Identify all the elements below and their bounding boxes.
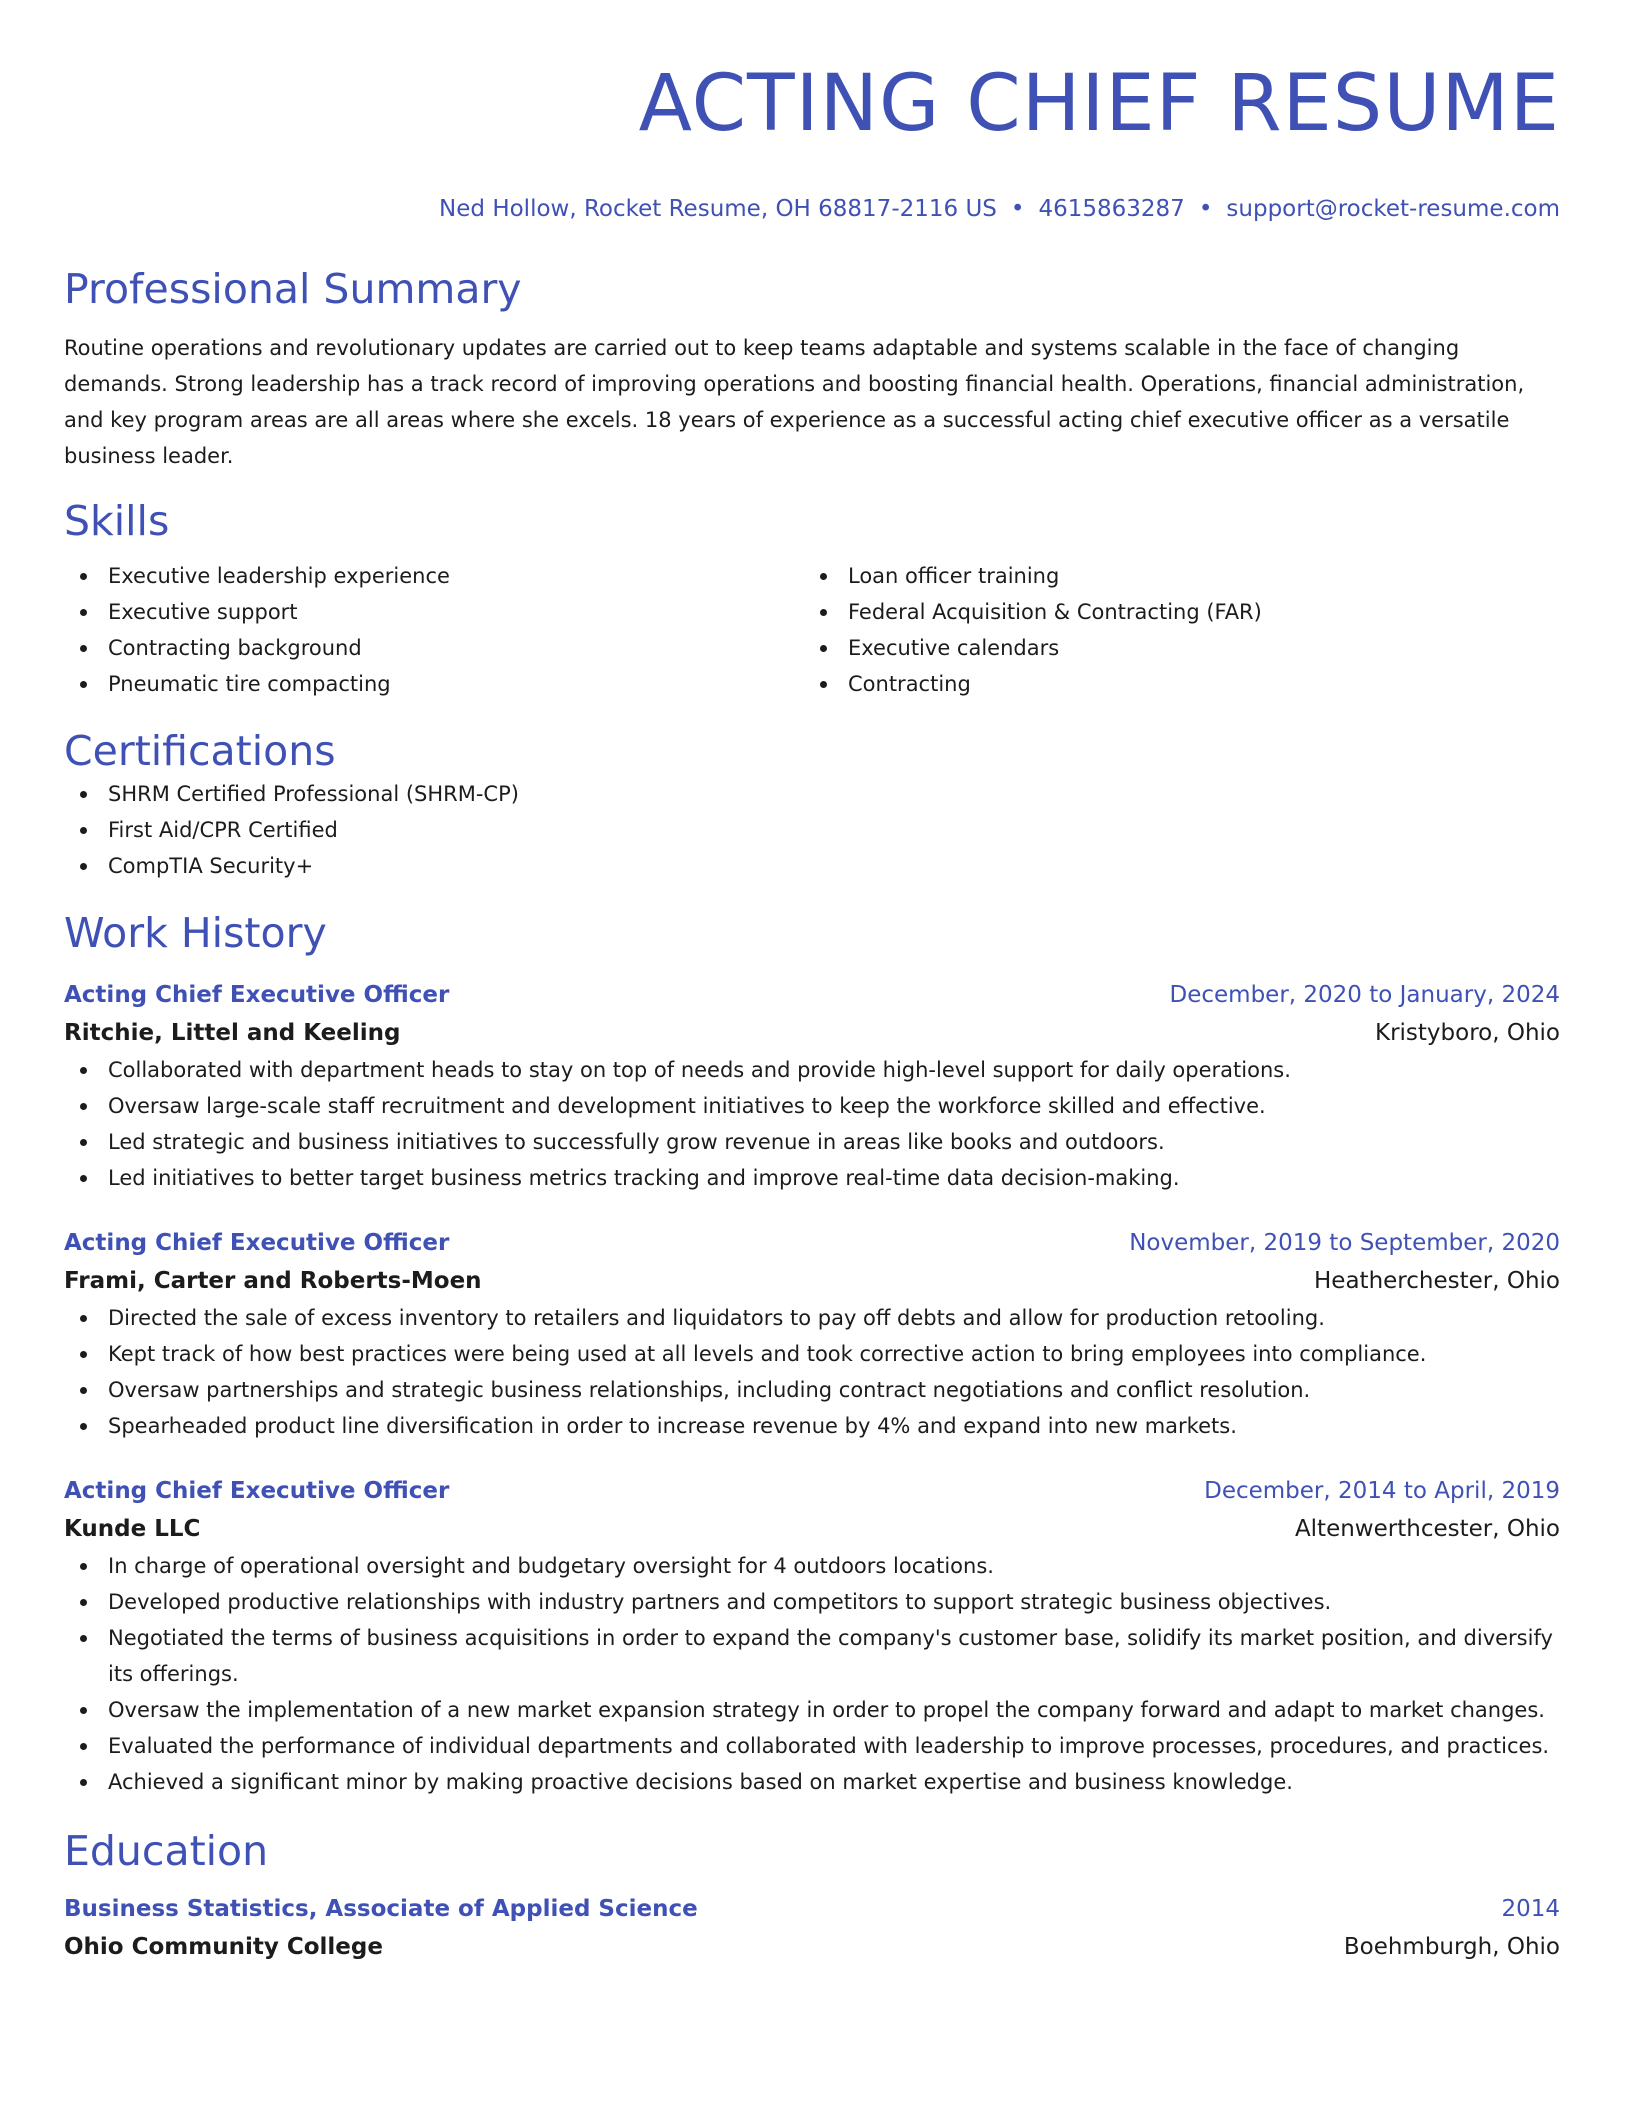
skill-item: Federal Acquisition & Contracting (FAR) bbox=[804, 594, 1544, 630]
resume-title: ACTING CHIEF RESUME bbox=[638, 59, 1560, 149]
job-header-row bbox=[64, 976, 1560, 1014]
certification-item: SHRM Certified Professional (SHRM-CP) bbox=[64, 776, 1560, 812]
skills-grid bbox=[64, 558, 1560, 702]
education-entry bbox=[64, 1890, 1560, 1966]
education-school: Ohio Community College bbox=[64, 1934, 383, 1960]
skills-list-left bbox=[64, 558, 804, 702]
job-dates: November, 2019 to September, 2020 bbox=[1129, 1230, 1560, 1256]
job-bullet: Oversaw large-scale staff recruitment and development initiatives to keep the workforce skilled and effective. bbox=[64, 1088, 1560, 1124]
job-company-row bbox=[64, 1262, 1560, 1300]
contact-line bbox=[64, 194, 1560, 224]
job-location: Kristyboro, Ohio bbox=[1375, 1020, 1560, 1046]
education-degree: Business Statistics, Associate of Applied Science bbox=[64, 1896, 698, 1922]
education-heading: Education bbox=[64, 1827, 269, 1875]
job-bullet: Evaluated the performance of individual departments and collaborated with leadership to improve processes, procedures, and practices. bbox=[64, 1728, 1560, 1764]
job-company: Kunde LLC bbox=[64, 1516, 201, 1542]
skill-item: Executive support bbox=[64, 594, 804, 630]
skills-heading: Skills bbox=[64, 497, 170, 545]
certifications-heading: Certifications bbox=[64, 727, 336, 775]
job-dates: December, 2014 to April, 2019 bbox=[1204, 1478, 1560, 1504]
job-location: Heatherchester, Ohio bbox=[1314, 1268, 1560, 1294]
job-dates: December, 2020 to January, 2024 bbox=[1169, 982, 1560, 1008]
job-title: Acting Chief Executive Officer bbox=[64, 982, 450, 1008]
contact-phone: 4615863287 bbox=[1038, 196, 1185, 222]
job-entry bbox=[64, 1472, 1560, 1800]
certifications-list bbox=[64, 776, 1560, 884]
skill-item: Executive calendars bbox=[804, 630, 1544, 666]
summary-text: Routine operations and revolutionary updates are carried out to keep teams adaptable and systems scalable in the face of changing demands. Strong leadership has a track record of improving operations and boosting financial health. Operations, financial administration, and key program areas are all areas where she excels. 18 years of experience as a successful acting chief executive officer as a versatile business leader. bbox=[64, 336, 1525, 468]
skills-column-left bbox=[64, 558, 804, 702]
contact-separator: • bbox=[1010, 196, 1025, 222]
education-year: 2014 bbox=[1501, 1896, 1560, 1922]
job-bullet: Negotiated the terms of business acquisitions in order to expand the company's customer base, solidify its market position, and diversify its offerings. bbox=[64, 1620, 1560, 1692]
job-location: Altenwerthcester, Ohio bbox=[1294, 1516, 1560, 1542]
certification-item: First Aid/CPR Certified bbox=[64, 812, 1560, 848]
job-bullet: Developed productive relationships with industry partners and competitors to support strategic business objectives. bbox=[64, 1584, 1560, 1620]
education-header-row bbox=[64, 1890, 1560, 1928]
resume-page bbox=[64, 0, 1560, 1966]
job-bullets bbox=[64, 1300, 1560, 1444]
job-bullet: Kept track of how best practices were being used at all levels and took corrective action to bring employees into compliance. bbox=[64, 1336, 1560, 1372]
contact-address: Ned Hollow, Rocket Resume, OH 68817-2116 US bbox=[439, 196, 997, 222]
job-bullets bbox=[64, 1052, 1560, 1196]
job-bullet: In charge of operational oversight and budgetary oversight for 4 outdoors locations. bbox=[64, 1548, 1560, 1584]
contact-separator: • bbox=[1198, 196, 1213, 222]
job-company-row bbox=[64, 1510, 1560, 1548]
skills-column-right bbox=[804, 558, 1544, 702]
job-bullet: Spearheaded product line diversification in order to increase revenue by 4% and expand into new markets. bbox=[64, 1408, 1560, 1444]
skills-list-right bbox=[804, 558, 1544, 702]
job-bullet: Led initiatives to better target business metrics tracking and improve real-time data decision-making. bbox=[64, 1160, 1560, 1196]
education-location: Boehmburgh, Ohio bbox=[1343, 1934, 1560, 1960]
job-bullet: Achieved a significant minor by making proactive decisions based on market expertise and business knowledge. bbox=[64, 1764, 1560, 1800]
job-bullet: Led strategic and business initiatives to successfully grow revenue in areas like books and outdoors. bbox=[64, 1124, 1560, 1160]
job-bullet: Collaborated with department heads to stay on top of needs and provide high-level support for daily operations. bbox=[64, 1052, 1560, 1088]
summary-heading: Professional Summary bbox=[64, 265, 522, 313]
skill-item: Contracting bbox=[804, 666, 1544, 702]
skill-item: Executive leadership experience bbox=[64, 558, 804, 594]
education-school-row bbox=[64, 1928, 1560, 1966]
contact-email[interactable]: support@rocket-resume.com bbox=[1226, 196, 1560, 222]
skill-item: Contracting background bbox=[64, 630, 804, 666]
job-bullets bbox=[64, 1548, 1560, 1800]
certification-item: CompTIA Security+ bbox=[64, 848, 1560, 884]
skill-item: Loan officer training bbox=[804, 558, 1544, 594]
job-bullet: Oversaw partnerships and strategic business relationships, including contract negotiations and conflict resolution. bbox=[64, 1372, 1560, 1408]
job-company: Frami, Carter and Roberts-Moen bbox=[64, 1268, 482, 1294]
job-entry bbox=[64, 976, 1560, 1196]
job-bullet: Directed the sale of excess inventory to retailers and liquidators to pay off debts and allow for production retooling. bbox=[64, 1300, 1560, 1336]
job-title: Acting Chief Executive Officer bbox=[64, 1230, 450, 1256]
job-entry bbox=[64, 1224, 1560, 1444]
job-title: Acting Chief Executive Officer bbox=[64, 1478, 450, 1504]
job-header-row bbox=[64, 1224, 1560, 1262]
work-history-heading: Work History bbox=[64, 909, 327, 957]
skill-item: Pneumatic tire compacting bbox=[64, 666, 804, 702]
job-company-row bbox=[64, 1014, 1560, 1052]
job-header-row bbox=[64, 1472, 1560, 1510]
job-company: Ritchie, Littel and Keeling bbox=[64, 1020, 401, 1046]
job-bullet: Oversaw the implementation of a new market expansion strategy in order to propel the company forward and adapt to market changes. bbox=[64, 1692, 1560, 1728]
